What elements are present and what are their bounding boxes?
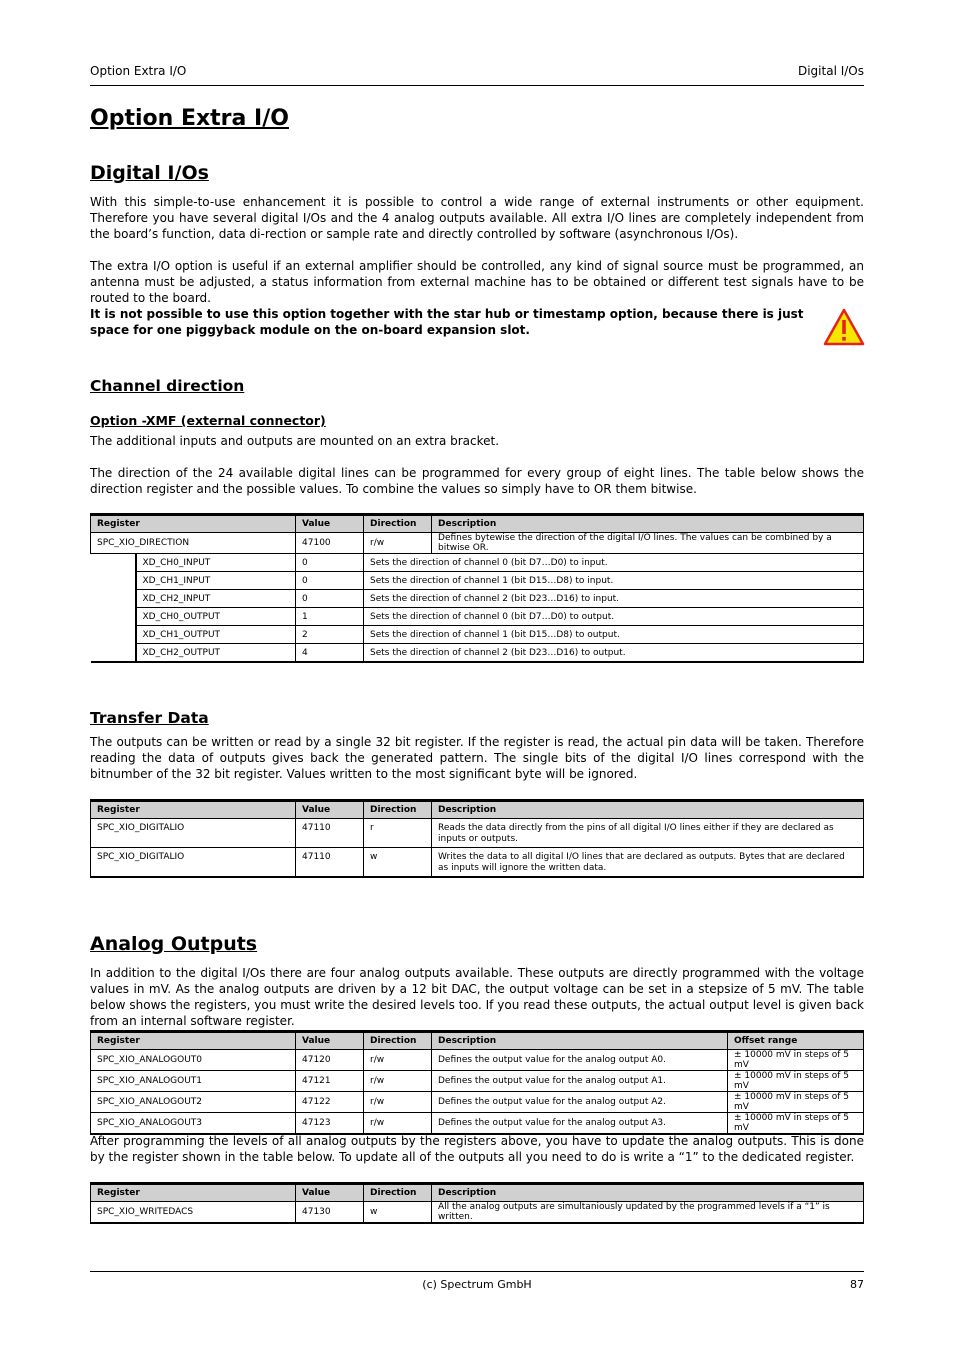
- cell-direction: r/w: [364, 1092, 432, 1113]
- cell-value: 47120: [296, 1050, 364, 1071]
- digitalio-register-table: [90, 799, 864, 878]
- table-row: [91, 590, 864, 608]
- table-header-row: [91, 801, 864, 819]
- cell-value: 47130: [296, 1202, 364, 1224]
- cell-register: SPC_XIO_ANALOGOUT0: [91, 1050, 296, 1071]
- col-description: Description: [432, 801, 864, 819]
- cell-register: SPC_XIO_ANALOGOUT3: [91, 1113, 296, 1135]
- analog-paragraph-2: After programming the levels of all analog outputs by the registers above, you have to update the analog outputs. This is done by the register shown in the table below. To update all of the outputs all you need to do is write a “1” to the dedicated register.: [90, 1134, 864, 1164]
- cell-register: SPC_XIO_DIGITALIO: [91, 848, 296, 878]
- cell-direction: w: [364, 848, 432, 878]
- cell-description: Defines bytewise the direction of the digital I/O lines. The values can be combined by a bitwise OR.: [432, 533, 864, 554]
- table-row: [91, 626, 864, 644]
- cell-register: XD_CH1_OUTPUT: [136, 626, 296, 644]
- transfer-paragraph-1: The outputs can be written or read by a single 32 bit register. If the register is read, the actual pin data will be taken. Therefore reading the data of outputs gives back the generated pattern. The single bits of the digital I/O lines correspond with the bitnumber of the 32 bit register. Values written to the most significant byte will be ignored.: [90, 735, 864, 781]
- page-header: [90, 64, 864, 86]
- cell-direction: r/w: [364, 1050, 432, 1071]
- cell-register: XD_CH2_INPUT: [136, 590, 296, 608]
- cell-value: 0: [296, 590, 364, 608]
- table-row: [91, 608, 864, 626]
- analog-paragraph-1: In addition to the digital I/Os there are four analog outputs available. These outputs are directly programmed with the voltage values in mV. As the analog outputs are driven by a 12 bit DAC, the output voltage can be set in a stepsize of 5 mV. The table below shows the registers, you must write the desired levels too. If you read these outputs, the actual output level is given back from an internal software register.: [90, 966, 864, 1028]
- cell-value: 2: [296, 626, 364, 644]
- table-row: [91, 1113, 864, 1135]
- cell-description: Sets the direction of channel 0 (bit D7…D0) to input.: [364, 554, 864, 572]
- cell-description: Sets the direction of channel 2 (bit D23…D16) to input.: [364, 590, 864, 608]
- table-row: [91, 1202, 864, 1224]
- cell-value: 47121: [296, 1071, 364, 1092]
- table-row: [91, 848, 864, 878]
- table-row: [91, 1071, 864, 1092]
- cell-description: Reads the data directly from the pins of all digital I/O lines either if they are declared as inputs or outputs.: [432, 819, 864, 848]
- cell-description: Sets the direction of channel 2 (bit D23…D16) to output.: [364, 644, 864, 663]
- cell-register: XD_CH0_INPUT: [136, 554, 296, 572]
- cell-value: 1: [296, 608, 364, 626]
- cell-description: Writes the data to all digital I/O lines that are declared as outputs. Bytes that are declared as inputs will ignore the written data.: [432, 848, 864, 878]
- col-direction: Direction: [364, 1184, 432, 1202]
- cell-offset: ± 10000 mV in steps of 5 mV: [728, 1050, 864, 1071]
- cell-value: 4: [296, 644, 364, 663]
- analogout-register-table: [90, 1030, 864, 1135]
- footer-rule: [90, 1271, 864, 1272]
- transfer-data-heading: Transfer Data: [90, 709, 209, 727]
- page-title: Option Extra I/O: [90, 106, 289, 131]
- cell-direction: r: [364, 819, 432, 848]
- col-description: Description: [432, 1032, 728, 1050]
- table-row: [91, 554, 864, 572]
- cell-value: 47100: [296, 533, 364, 554]
- table-row: [91, 1092, 864, 1113]
- page-number: 87: [850, 1278, 864, 1291]
- cell-description: Defines the output value for the analog output A0.: [432, 1050, 728, 1071]
- col-register: Register: [91, 1032, 296, 1050]
- col-value: Value: [296, 1032, 364, 1050]
- cell-value: 47110: [296, 848, 364, 878]
- cell-register: SPC_XIO_WRITEDACS: [91, 1202, 296, 1224]
- writedacs-register-table: [90, 1182, 864, 1224]
- digital-paragraph-1: With this simple-to-use enhancement it is possible to control a wide range of external instruments or other equipment. Therefore you have several digital I/Os and the 4 analog outputs available. All extra I/O lines are completely independent from the board’s function, data di-rection or sample rate and directly controlled by software (asynchronous I/Os).: [90, 195, 864, 241]
- page-footer: [90, 1271, 864, 1291]
- cell-register: SPC_XIO_DIGITALIO: [91, 819, 296, 848]
- cell-direction: r/w: [364, 1071, 432, 1092]
- col-value: Value: [296, 515, 364, 533]
- channel-paragraph-2: The direction of the 24 available digital lines can be programmed for every group of eight lines. The table below shows the direction register and the possible values. To combine the values so simply have to OR them bitwise.: [90, 466, 864, 496]
- table-header-row: [91, 1032, 864, 1050]
- channel-paragraph-1: The additional inputs and outputs are mounted on an extra bracket.: [90, 434, 500, 448]
- col-register: Register: [91, 801, 296, 819]
- cell-register: SPC_XIO_ANALOGOUT2: [91, 1092, 296, 1113]
- table-header-row: [91, 515, 864, 533]
- table-row: [91, 819, 864, 848]
- cell-register: SPC_XIO_DIRECTION: [91, 533, 296, 554]
- col-value: Value: [296, 1184, 364, 1202]
- table-row: [91, 572, 864, 590]
- col-register: Register: [91, 1184, 296, 1202]
- digital-paragraph-2: The extra I/O option is useful if an external amplifier should be controlled, any kind of signal source must be programmed, an antenna must be adjusted, a status information from external machine has to be obtained or different test signals have to be routed to the board.: [90, 259, 864, 305]
- cell-offset: ± 10000 mV in steps of 5 mV: [728, 1071, 864, 1092]
- cell-description: Sets the direction of channel 0 (bit D7…D0) to output.: [364, 608, 864, 626]
- digital-heading: Digital I/Os: [90, 162, 209, 184]
- table-header-row: [91, 1184, 864, 1202]
- cell-value: 0: [296, 554, 364, 572]
- table-row: [91, 644, 864, 663]
- cell-register: XD_CH2_OUTPUT: [136, 644, 296, 663]
- cell-register: XD_CH0_OUTPUT: [136, 608, 296, 626]
- header-right: Digital I/Os: [797, 64, 864, 78]
- col-direction: Direction: [364, 1032, 432, 1050]
- cell-offset: ± 10000 mV in steps of 5 mV: [728, 1092, 864, 1113]
- cell-description: All the analog outputs are simultaniously updated by the programmed levels if a “1” is written.: [432, 1202, 864, 1224]
- cell-value: 47123: [296, 1113, 364, 1135]
- cell-value: 47122: [296, 1092, 364, 1113]
- cell-description: Defines the output value for the analog output A3.: [432, 1113, 728, 1135]
- cell-description: Defines the output value for the analog output A2.: [432, 1092, 728, 1113]
- cell-value: 47110: [296, 819, 364, 848]
- col-description: Description: [432, 1184, 864, 1202]
- analog-outputs-heading: Analog Outputs: [90, 933, 258, 955]
- col-direction: Direction: [364, 515, 432, 533]
- cell-description: Sets the direction of channel 1 (bit D15…D8) to input.: [364, 572, 864, 590]
- cell-offset: ± 10000 mV in steps of 5 mV: [728, 1113, 864, 1135]
- footer-copyright: (c) Spectrum GmbH: [422, 1278, 532, 1291]
- channel-direction-heading: Channel direction: [90, 377, 245, 395]
- cell-register: XD_CH1_INPUT: [136, 572, 296, 590]
- col-value: Value: [296, 801, 364, 819]
- col-register: Register: [91, 515, 296, 533]
- header-left: Option Extra I/O: [90, 64, 187, 78]
- table-row: [91, 533, 864, 554]
- col-offset-range: Offset range: [728, 1032, 864, 1050]
- cell-value: 0: [296, 572, 364, 590]
- direction-register-table: [90, 513, 864, 663]
- cell-description: Sets the direction of channel 1 (bit D15…D8) to output.: [364, 626, 864, 644]
- xmf-subheading: Option -XMF (external connector): [90, 413, 326, 428]
- cell-register: SPC_XIO_ANALOGOUT1: [91, 1071, 296, 1092]
- col-direction: Direction: [364, 801, 432, 819]
- cell-direction: w: [364, 1202, 432, 1224]
- table-row: [91, 1050, 864, 1071]
- cell-direction: r/w: [364, 1113, 432, 1135]
- cell-direction: r/w: [364, 533, 432, 554]
- warning-icon: [823, 308, 865, 346]
- warning-text: It is not possible to use this option together with the star hub or timestamp option, because there is just space for one piggyback module on the on-board expansion slot.: [90, 307, 804, 337]
- cell-description: Defines the output value for the analog output A1.: [432, 1071, 728, 1092]
- col-description: Description: [432, 515, 864, 533]
- header-rule: [90, 85, 864, 86]
